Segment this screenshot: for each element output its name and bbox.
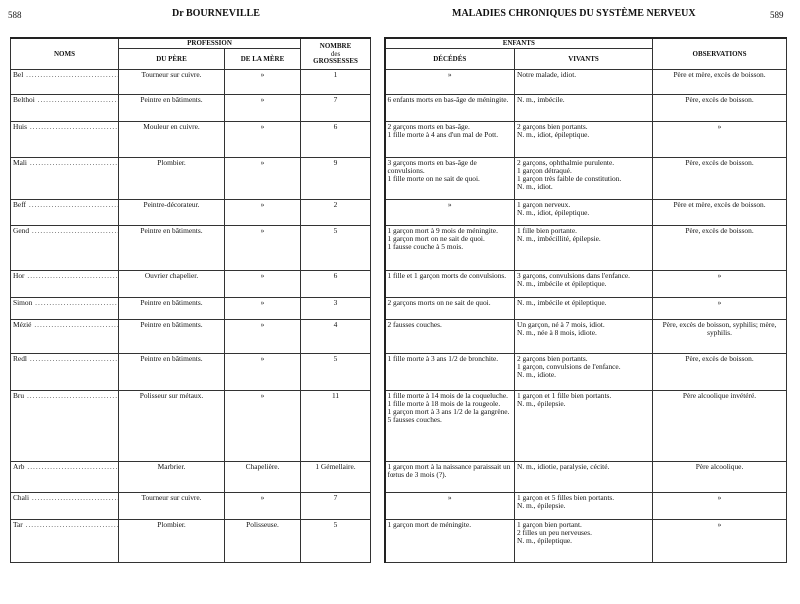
cell-line: N. m., imbécile et épileptique. <box>517 298 607 308</box>
cell-decedes <box>385 200 515 226</box>
cell-line: 1 fille morte à 3 ans 1/2 de bronchite. <box>387 354 499 364</box>
cell-line: N. m., imbécillité, épilepsie. <box>517 234 601 244</box>
cell-decedes <box>385 354 515 391</box>
header-vivants: VIVANTS <box>515 49 653 70</box>
cell-profession-mere: » <box>225 200 301 226</box>
cell-line: N. m., idiot, épileptique. <box>517 130 590 140</box>
cell-vivants <box>515 271 653 298</box>
cell-decedes <box>385 271 515 298</box>
cell-line: » <box>447 493 452 503</box>
table-row <box>11 200 787 226</box>
cell-profession-pere: Peintre-décorateur. <box>119 200 225 226</box>
table-row <box>11 158 787 200</box>
cell-line: 1 fille morte à 4 ans d'un mal de Pott. <box>387 130 499 140</box>
cell-profession-mere: » <box>225 320 301 354</box>
cell-observations <box>653 70 787 95</box>
cell-profession-pere: Plombier. <box>119 520 225 563</box>
cell-line: Notre malade, idiot. <box>517 70 577 80</box>
cell-nom: Mali ..... <box>11 158 119 200</box>
table-row <box>11 122 787 158</box>
cell-line: 1 fille morte à 14 mois de la coqueluche. <box>387 391 508 401</box>
cell-profession-mere: » <box>225 391 301 462</box>
cell-profession-pere: Peintre en bâtiments. <box>119 320 225 354</box>
cell-line: Père, excès de boisson. <box>685 95 754 105</box>
cell-line: 1 garçon mort à la naissance paraissait un fœtus de 3 mois (?). <box>387 462 511 480</box>
cell-line: Père, excès de boisson. <box>685 226 754 236</box>
cell-line: 6 enfants morts en bas-âge de méningite. <box>387 95 509 105</box>
cell-observations <box>653 493 787 520</box>
cell-profession-mere: » <box>225 298 301 320</box>
cell-profession-mere: » <box>225 493 301 520</box>
cell-grossesses: 1 Gémellaire. <box>301 462 371 493</box>
right-running-header: MALADIES CHRONIQUES DU SYSTÈME NERVEUX <box>452 8 696 19</box>
cell-grossesses: 7 <box>301 95 371 122</box>
cell-vivants <box>515 158 653 200</box>
cell-line: 1 garçon bien portant. <box>517 520 582 530</box>
cell-vivants <box>515 462 653 493</box>
cell-line: Père, excès de boisson. <box>685 158 754 168</box>
cell-observations <box>653 354 787 391</box>
cell-line: » <box>717 493 722 503</box>
cell-profession-pere: Ouvrier chapelier. <box>119 271 225 298</box>
cell-grossesses: 6 <box>301 122 371 158</box>
cell-observations <box>653 122 787 158</box>
cell-decedes <box>385 70 515 95</box>
cell-vivants <box>515 320 653 354</box>
table-row <box>11 320 787 354</box>
cell-grossesses: 9 <box>301 158 371 200</box>
cell-nom: Simon ..... <box>11 298 119 320</box>
cell-line: 2 garçons, ophthalmie purulente. <box>517 158 615 168</box>
cell-vivants <box>515 200 653 226</box>
table-row <box>11 462 787 493</box>
cell-line: 2 garçons morts en bas-âge. <box>387 122 470 132</box>
cell-line: » <box>717 520 722 530</box>
cell-vivants <box>515 391 653 462</box>
header-decedes: DÉCÉDÉS <box>385 49 515 70</box>
cell-profession-mere: » <box>225 226 301 271</box>
cell-profession-pere: Mouleur en cuivre. <box>119 122 225 158</box>
cell-vivants <box>515 95 653 122</box>
table-row <box>11 226 787 271</box>
cell-observations <box>653 271 787 298</box>
cell-line: 1 garçon nerveux. <box>517 200 571 210</box>
cell-profession-mere: » <box>225 95 301 122</box>
cell-profession-pere: Peintre en bâtiments. <box>119 354 225 391</box>
cell-decedes <box>385 158 515 200</box>
cell-nom: Bel ..... <box>11 70 119 95</box>
cell-line: N. m., épilepsie. <box>517 501 566 511</box>
cell-nom: Bru ..... <box>11 391 119 462</box>
cell-profession-pere: Peintre en bâtiments. <box>119 298 225 320</box>
cell-line: 1 garçon mort on ne sait de quoi. <box>387 234 485 244</box>
cell-observations <box>653 200 787 226</box>
cell-grossesses: 7 <box>301 493 371 520</box>
cell-line: N. m., idiot, épileptique. <box>517 208 590 218</box>
table-row <box>11 95 787 122</box>
cell-line: » <box>717 122 722 132</box>
cell-line: N. m., imbécile. <box>517 95 565 105</box>
cell-nom: Chali ..... <box>11 493 119 520</box>
cell-profession-mere: » <box>225 271 301 298</box>
cell-line: 1 garçon détraqué. <box>517 166 572 176</box>
cell-line: 2 garçons bien portants. <box>517 122 588 132</box>
cell-line: 1 garçon et 1 fille bien portants. <box>517 391 612 401</box>
cell-line: 1 fausse couche à 5 mois. <box>387 241 464 251</box>
cell-line: » <box>717 271 722 281</box>
header-profession: PROFESSION <box>119 38 301 49</box>
cell-profession-mere: » <box>225 122 301 158</box>
cell-grossesses: 6 <box>301 271 371 298</box>
cell-observations <box>653 226 787 271</box>
left-page-number: 588 <box>8 10 22 20</box>
cell-profession-pere: Tourneur sur cuivre. <box>119 70 225 95</box>
header-du-pere: DU PÈRE <box>119 49 225 70</box>
cell-line: 1 fille morte on ne sait de quoi. <box>387 173 480 183</box>
header-enfants: ENFANTS <box>385 38 653 49</box>
cell-observations <box>653 158 787 200</box>
table-row <box>11 298 787 320</box>
cell-nom: Arb ..... <box>11 462 119 493</box>
cell-profession-pere: Polisseur sur métaux. <box>119 391 225 462</box>
cell-profession-pere: Tourneur sur cuivre. <box>119 493 225 520</box>
cell-nom: Belthoi ..... <box>11 95 119 122</box>
cell-line: 1 garçon mort à 3 ans 1/2 de la gangrène. <box>387 406 510 416</box>
cell-grossesses: 3 <box>301 298 371 320</box>
cell-line: Père alcoolique. <box>695 462 744 472</box>
cell-line: N. m., idiot. <box>517 181 553 191</box>
table-row <box>11 391 787 462</box>
cell-observations <box>653 95 787 122</box>
table-header <box>11 38 787 70</box>
cell-decedes <box>385 226 515 271</box>
header-observations: OBSERVATIONS <box>653 38 787 70</box>
cell-vivants <box>515 70 653 95</box>
cell-line: Un garçon, né à 7 mois, idiot. <box>517 320 605 330</box>
cell-line: Père, excès de boisson. <box>685 354 754 364</box>
cell-decedes <box>385 391 515 462</box>
table-body <box>11 70 787 563</box>
statistics-table <box>10 37 787 563</box>
table-row <box>11 354 787 391</box>
cell-line: 1 fille bien portante. <box>517 226 577 236</box>
cell-line: 1 garçon et 5 filles bien portants. <box>517 493 615 503</box>
cell-observations <box>653 391 787 462</box>
table-row <box>11 70 787 95</box>
cell-line: 2 garçons morts on ne sait de quoi. <box>387 298 491 308</box>
cell-line: 2 filles un peu nerveuses. <box>517 528 592 538</box>
table-row <box>11 271 787 298</box>
right-page-number: 589 <box>770 10 784 20</box>
cell-profession-pere: Plombier. <box>119 158 225 200</box>
cell-line: Père et mère, excès de boisson. <box>673 70 766 80</box>
header-noms: NOMS <box>11 38 119 70</box>
cell-vivants <box>515 298 653 320</box>
cell-nom: Tar ..... <box>11 520 119 563</box>
cell-line: N. m., idiote. <box>517 369 557 379</box>
cell-line: 1 garçon mort de méningite. <box>387 520 472 530</box>
cell-decedes <box>385 520 515 563</box>
cell-observations <box>653 462 787 493</box>
cell-profession-mere: » <box>225 158 301 200</box>
cell-profession-pere: Peintre en bâtiments. <box>119 95 225 122</box>
cell-profession-mere: » <box>225 354 301 391</box>
cell-nom: Mézié ..... <box>11 320 119 354</box>
cell-line: 3 garçons morts en bas-âge de convulsions. <box>387 158 477 176</box>
cell-line: 1 fille et 1 garçon morts de convulsions. <box>387 271 507 281</box>
cell-vivants <box>515 520 653 563</box>
cell-line: 5 fausses couches. <box>387 414 442 424</box>
cell-line: N. m., née à 8 mois, idiote. <box>517 328 597 338</box>
cell-grossesses: 5 <box>301 520 371 563</box>
cell-decedes <box>385 493 515 520</box>
cell-grossesses: 2 <box>301 200 371 226</box>
cell-line: N. m., idiotie, paralysie, cécité. <box>517 462 610 472</box>
cell-line: Père alcoolique invétéré. <box>682 391 757 401</box>
cell-line: 1 fille morte à 18 mois de la rougeole. <box>387 399 501 409</box>
cell-line: N. m., épilepsie. <box>517 399 566 409</box>
header-de-la-mere: DE LA MÈRE <box>225 49 301 70</box>
cell-vivants <box>515 226 653 271</box>
cell-line: N. m., imbécile et épileptique. <box>517 279 607 289</box>
cell-profession-pere: Marbrier. <box>119 462 225 493</box>
cell-decedes <box>385 462 515 493</box>
table-row <box>11 493 787 520</box>
cell-nom: Gend ..... <box>11 226 119 271</box>
cell-line: Père, excès de boisson, syphilis; mère, syphilis. <box>662 320 777 338</box>
cell-line: 1 garçon, convulsions de l'enfance. <box>517 362 621 372</box>
cell-decedes <box>385 298 515 320</box>
left-running-header: Dr BOURNEVILLE <box>172 8 260 19</box>
cell-observations <box>653 298 787 320</box>
cell-grossesses: 1 <box>301 70 371 95</box>
header-nombre-grossesses: NOMBRE des GROSSESSES <box>301 38 371 70</box>
cell-nom: Huis ..... <box>11 122 119 158</box>
cell-observations <box>653 320 787 354</box>
cell-vivants <box>515 354 653 391</box>
cell-line: Père et mère, excès de boisson. <box>673 200 766 210</box>
cell-observations <box>653 520 787 563</box>
cell-grossesses: 5 <box>301 226 371 271</box>
cell-grossesses: 4 <box>301 320 371 354</box>
cell-decedes <box>385 122 515 158</box>
cell-line: » <box>447 70 452 80</box>
cell-vivants <box>515 122 653 158</box>
cell-profession-mere: Chapelière. <box>225 462 301 493</box>
cell-line: 2 garçons bien portants. <box>517 354 588 364</box>
cell-profession-mere: Polisseuse. <box>225 520 301 563</box>
cell-nom: Redl ..... <box>11 354 119 391</box>
cell-decedes <box>385 95 515 122</box>
cell-grossesses: 11 <box>301 391 371 462</box>
cell-nom: Hor ..... <box>11 271 119 298</box>
cell-line: 1 garçon mort à 9 mois de méningite. <box>387 226 498 236</box>
cell-profession-mere: » <box>225 70 301 95</box>
cell-grossesses: 5 <box>301 354 371 391</box>
cell-profession-pere: Peintre en bâtiments. <box>119 226 225 271</box>
cell-line: N. m., épileptique. <box>517 535 573 545</box>
cell-vivants <box>515 493 653 520</box>
cell-line: 1 garçon très faible de constitution. <box>517 173 622 183</box>
cell-line: » <box>717 298 722 308</box>
cell-line: » <box>447 200 452 210</box>
cell-nom: Beff ..... <box>11 200 119 226</box>
cell-line: 3 garçons, convulsions dans l'enfance. <box>517 271 630 281</box>
cell-decedes <box>385 320 515 354</box>
table-row <box>11 520 787 563</box>
cell-line: 2 fausses couches. <box>387 320 442 330</box>
